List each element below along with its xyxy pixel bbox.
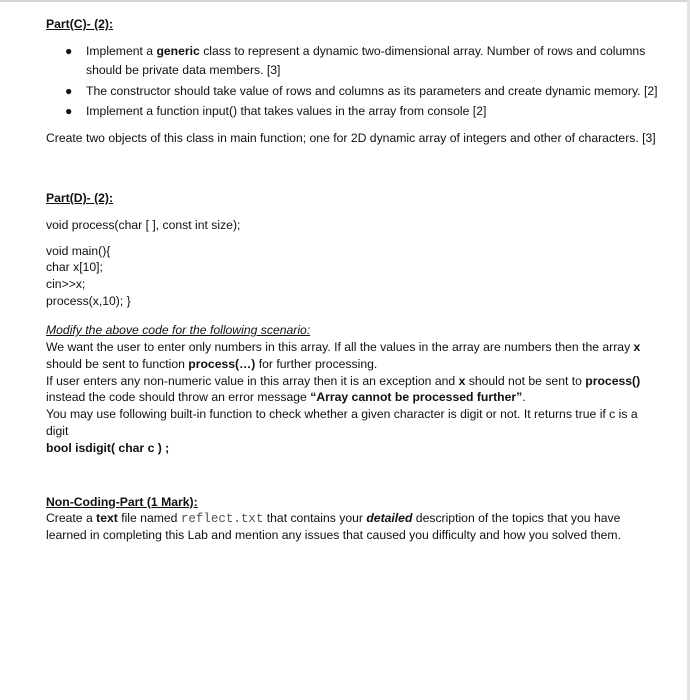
bullet-text: Implement a — [86, 44, 157, 58]
page-top-edge — [0, 0, 690, 2]
isdigit-signature: bool isdigit( char c ) ; — [46, 440, 170, 455]
filename: reflect.txt — [180, 511, 264, 526]
document-page — [46, 16, 658, 544]
bullet-text: Implement a function input() that takes values in the array from console [2] — [86, 103, 487, 118]
code-line: cin>>x; — [46, 276, 86, 291]
non-coding-heading: Non-Coding-Part (1 Mark): — [46, 494, 198, 509]
part-c-section — [46, 16, 658, 147]
part-c-bullet-2 — [46, 82, 658, 101]
part-c-closing-paragraph: Create two objects of this class in main function; one for 2D dynamic array of integers and other of characters. [3] — [46, 131, 656, 146]
part-d-section — [46, 190, 658, 457]
bullet-icon: ● — [65, 83, 73, 98]
code-block — [46, 243, 658, 309]
scenario-paragraph-2: If user enters any non-numeric value in this array then it is an exception and x should not be sent to process() instead the code should throw an error message “Array cannot be processed further”. — [46, 373, 641, 405]
bullet-icon: ● — [65, 103, 73, 118]
part-d-heading: Part(D)- (2): — [46, 190, 114, 205]
scenario-paragraph-3: You may use following built-in function to check whether a given character is digit or not. It returns true if c is a digit — [46, 407, 638, 438]
modify-heading: Modify the above code for the following scenario: — [46, 323, 311, 338]
scenario-paragraph-1: We want the user to enter only numbers in this array. If all the values in the array are numbers then the array x should be sent to function process(…) for further processing. — [46, 339, 641, 371]
code-line: process(x,10); } — [46, 293, 131, 308]
bullet-emphasis: generic — [156, 44, 200, 58]
part-c-heading: Part(C)- (2): — [46, 17, 114, 31]
function-prototype: void process(char [ ], const int size); — [46, 217, 241, 232]
code-line: void main(){ — [46, 243, 111, 258]
non-coding-section — [46, 494, 658, 545]
bullet-text: The constructor should take value of rows and columns as its parameters and create dynamic memory. [2] — [86, 83, 658, 98]
part-c-bullet-3 — [46, 102, 658, 121]
part-c-bullet-list — [46, 42, 658, 121]
code-line: char x[10]; — [46, 260, 103, 275]
non-coding-paragraph: Create a text file named reflect.txt that contains your detailed description of the topics that you have learned in completing this Lab and mention any issues that caused you difficulty and how you solved them. — [46, 510, 621, 543]
bullet-icon: ● — [65, 44, 73, 58]
part-c-bullet-1 — [46, 42, 658, 81]
bullet-text: class to represent a dynamic two-dimensional array. Number of rows and columns should be private data members. [3] — [86, 44, 646, 78]
